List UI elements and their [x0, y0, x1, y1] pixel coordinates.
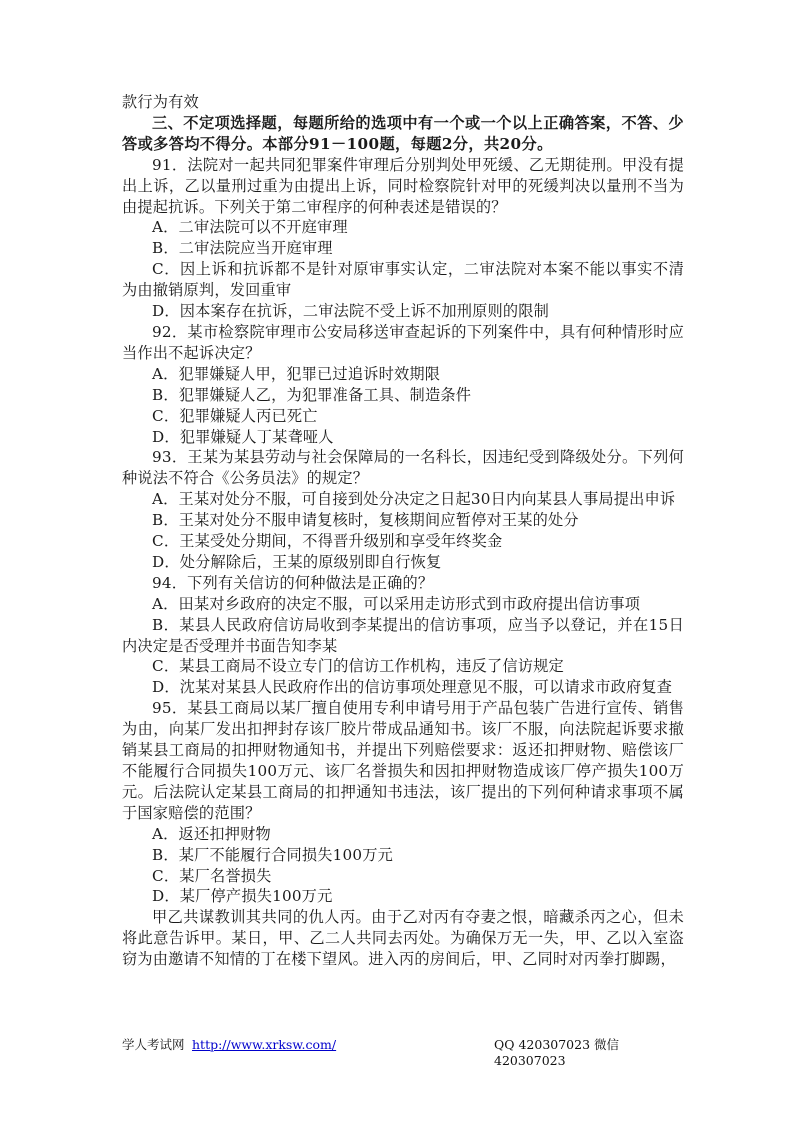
option-94-b: B．某县人民政府信访局收到李某提出的信访事项，应当予以登记，并在15日内决定是否受理并书面告知李某: [122, 615, 684, 655]
option-95-c: C．某厂名誉损失: [152, 866, 272, 885]
section-heading: 三、不定项选择题，每题所给的选项中有一个或一个以上正确答案，不答、少答或多答均不得分。本部分91－100题，每题2分，共20分。: [122, 113, 684, 153]
option-92-d: D．犯罪嫌疑人丁某聋哑人: [152, 427, 334, 446]
option-92-b: B．犯罪嫌疑人乙，为犯罪准备工具、制造条件: [152, 385, 472, 404]
option-94-c: C．某县工商局不设立专门的信访工作机构，违反了信访规定: [152, 657, 564, 676]
question-95: 95．某县工商局以某厂擅自使用专利申请号用于产品包装广告进行宣传、销售为由，向某厂发出扣押封存该厂胶片带成品通知书。该厂不服，向法院起诉要求撤销某县工商局的扣押财物通知书，并提出下列赔偿要求：返还扣押财物、赔偿该厂不能履行合同损失100万元、该厂名誉损失和因扣押财物造成该厂停产损失100万元。后法院认定某县工商局的扣押通知书违法，该厂提出的下列何种请求事项不属于国家赔偿的范围？: [122, 699, 684, 822]
question-93: 93．王某为某县劳动与社会保障局的一名科长，因违纪受到降级处分。下列何种说法不符合《公务员法》的规定？: [122, 448, 684, 488]
document-body: [122, 92, 684, 970]
option-92-a: A．犯罪嫌疑人甲，犯罪已过追诉时效期限: [152, 364, 441, 383]
question-92: 92．某市检察院审理市公安局移送审查起诉的下列案件中，具有何种情形时应当作出不起诉决定？: [122, 322, 684, 362]
option-94-a: A．田某对乡政府的决定不服，可以采用走访形式到市政府提出信访事项: [152, 594, 641, 613]
option-94-d: D．沈某对某县人民政府作出的信访事项处理意见不服，可以请求市政府复查: [152, 678, 673, 697]
option-91-c: C．因上诉和抗诉都不是针对原审事实认定，二审法院对本案不能以事实不清为由撤销原判，发回重审: [122, 260, 684, 300]
paragraph-continuation: 款行为有效: [122, 93, 199, 111]
footer-url-link[interactable]: http://www.xrksw.com/: [192, 1037, 337, 1052]
footer-contact: QQ 420307023 微信 420307023: [494, 1037, 620, 1068]
option-95-d: D．某厂停产损失100万元: [152, 887, 333, 906]
option-93-a: A．王某对处分不服，可自接到处分决定之日起30日内向某县人事局提出申诉: [152, 490, 676, 509]
option-91-d: D．因本案存在抗诉，二审法院不受上诉不加刑原则的限制: [152, 302, 550, 321]
question-94: 94．下列有关信访的何种做法是正确的？: [152, 573, 434, 592]
option-92-c: C．犯罪嫌疑人丙已死亡: [152, 406, 318, 425]
case-paragraph: 甲乙共谋教训其共同的仇人丙。由于乙对丙有夺妻之恨，暗藏杀丙之心，但未将此意告诉甲。某日，甲、乙二人共同去丙处。为确保万无一失，甲、乙以入室盗窃为由邀请不知情的丁在楼下望风。进入丙的房间后，甲、乙同时对丙拳打脚踢，: [122, 908, 684, 969]
footer-site-name: 学人考试网: [122, 1037, 185, 1052]
option-91-a: A．二审法院可以不开庭审理: [152, 218, 348, 237]
question-91: 91．法院对一起共同犯罪案件审理后分别判处甲死缓、乙无期徒刑。甲没有提出上诉，乙以量刑过重为由提出上诉，同时检察院针对甲的死缓判决以量刑不当为由提起抗诉。下列关于第二审程序的何种表述是错误的？: [122, 155, 684, 216]
option-93-b: B．王某对处分不服申请复核时，复核期间应暂停对王某的处分: [152, 511, 579, 530]
option-91-b: B．二审法院应当开庭审理: [152, 239, 333, 258]
option-95-b: B．某厂不能履行合同损失100万元: [152, 845, 393, 864]
option-93-c: C．王某受处分期间，不得晋升级别和享受年终奖金: [152, 532, 503, 551]
option-95-a: A．返还扣押财物: [152, 824, 271, 843]
option-93-d: D．处分解除后，王某的原级别即自行恢复: [152, 552, 442, 571]
